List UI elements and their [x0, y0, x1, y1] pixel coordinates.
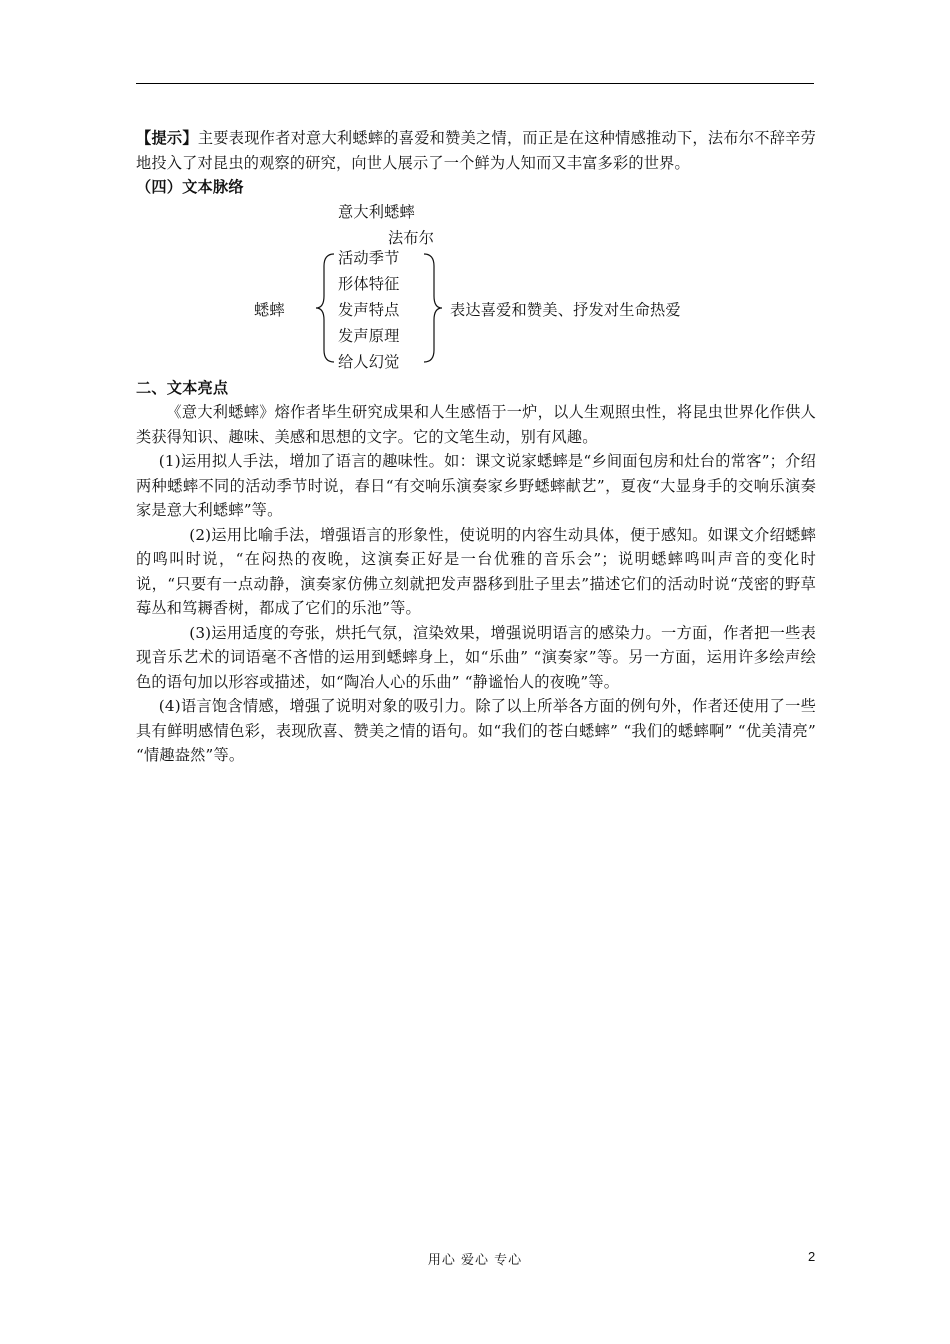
highlight-point-2: (2)运用比喻手法，增强语言的形象性，使说明的内容生动具体，便于感知。如课文介绍蟋蟀的鸣叫时说，“在闷热的夜晚，这演奏正好是一台优雅的音乐会”；说明蟋蟀鸣叫声音的变化时说，“只要有一点动静，演奏家仿佛立刻就把发声器移到肚子里去”描述它们的活动时说“茂密的野草莓丛和笃耨香树，都成了它们的乐池”等。 — [136, 525, 816, 617]
text-structure-diagram — [136, 200, 816, 372]
footer-motto: 用心 爱心 专心 — [427, 1253, 523, 1268]
diagram-item: 发声特点 — [338, 300, 400, 319]
content-area — [136, 126, 816, 768]
hint-text: 主要表现作者对意大利蟋蟀的喜爱和赞美之情，而正是在这种情感推动下，法布尔不辞辛劳地投入了对昆虫的观察的研究，向世人展示了一个鲜为人知而又丰富多彩的世界。 — [136, 129, 816, 172]
highlight-point-4: (4)语言饱含情感，增强了说明对象的吸引力。除了以上所举各方面的例句外，作者还使用了一些具有鲜明感情色彩，表现欣喜、赞美之情的语句。如“我们的苍白蟋蟀” “我们的蟋蟀啊” “优美清亮” “情趣盎然”等。 — [136, 697, 816, 764]
section4-heading: （四）文本脉络 — [136, 178, 244, 196]
section2-heading: 二、文本亮点 — [136, 378, 229, 397]
left-brace-icon — [314, 252, 338, 364]
page-number: 2 — [808, 1249, 816, 1264]
diagram-item: 活动季节 — [338, 248, 400, 267]
diagram-subject: 蟋蟀 — [254, 300, 285, 319]
hint-label: 【提示】 — [136, 129, 198, 147]
right-brace-icon — [420, 252, 444, 364]
diagram-item: 给人幻觉 — [338, 352, 400, 371]
section2-intro: 《意大利蟋蟀》熔作者毕生研究成果和人生感悟于一炉，以人生观照虫性，将昆虫世界化作供人类获得知识、趣味、美感和思想的文字。它的文笔生动，别有风趣。 — [136, 403, 816, 446]
diagram-item: 发声原理 — [338, 326, 400, 345]
header-rule — [136, 83, 814, 84]
diagram-author: 法布尔 — [388, 228, 435, 247]
diagram-item: 形体特征 — [338, 274, 400, 293]
hint-paragraph — [136, 126, 816, 175]
highlight-point-1: (1)运用拟人手法，增加了语言的趣味性。如：课文说家蟋蟀是“乡间面包房和灶台的常客”；介绍两种蟋蟀不同的活动季节时说，春日“有交响乐演奏家乡野蟋蟀献艺”，夏夜“大显身手的交响乐演奏家是意大利蟋蟀”等。 — [136, 452, 816, 519]
diagram-conclusion: 表达喜爱和赞美、抒发对生命热爱 — [450, 300, 681, 319]
highlight-point-3: (3)运用适度的夸张，烘托气氛，渲染效果，增强说明语言的感染力。一方面，作者把一些表现音乐艺术的词语毫不吝惜的运用到蟋蟀身上，如“乐曲” “演奏家”等。另一方面，运用许多绘声绘色的语句加以形容或描述，如“陶冶人心的乐曲” “静谧怡人的夜晚”等。 — [136, 623, 816, 691]
diagram-title: 意大利蟋蟀 — [338, 202, 415, 221]
